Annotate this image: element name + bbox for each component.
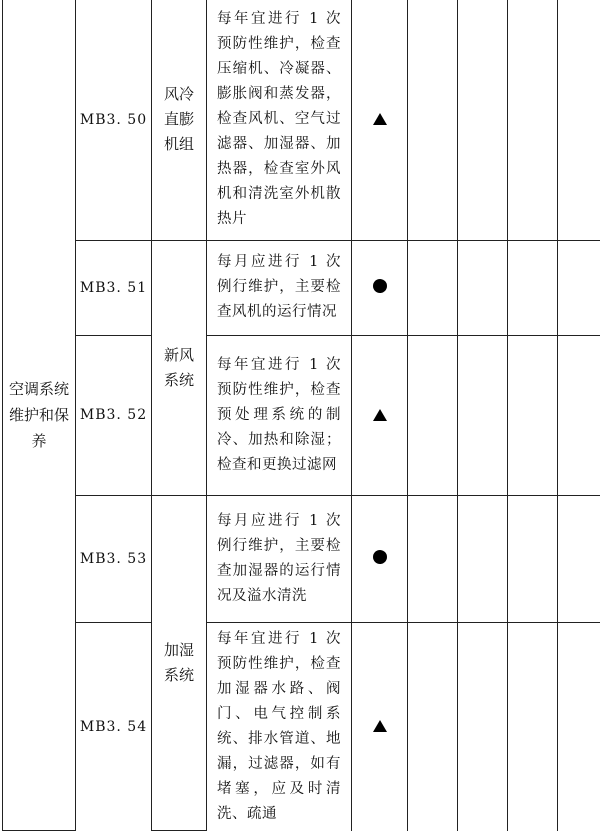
empty-cell [558,240,600,335]
empty-cell [508,0,558,240]
requirement-text: 每月应进行 1 次例行维护，主要检查风机的运行情况 [207,240,352,335]
subsystem-name: 新风系统 [152,240,207,495]
item-code: MB3. 50 [76,0,152,240]
table-row [3,495,600,622]
triangle-icon [373,113,387,125]
empty-cell [558,495,600,622]
requirement-text: 每年宜进行 1 次预防性维护，检查压缩机、冷凝器、膨胀阀和蒸发器，检查风机、空气过滤器、加湿器、加热器，检查室外风机和清洗室外机散热片 [207,0,352,240]
requirement-text: 每年宜进行 1 次预防性维护，检查加湿器水路、阀门、电气控制系统、排水管道、地漏，过滤器，如有堵塞，应及时清洗、疏通 [207,622,352,831]
frequency-mark-cell [352,335,408,495]
empty-cell [408,240,458,335]
empty-cell [458,622,508,831]
circle-icon [373,550,387,564]
empty-cell [508,335,558,495]
frequency-mark-cell [352,0,408,240]
circle-icon [373,279,387,293]
table-row [3,0,600,240]
empty-cell [408,495,458,622]
triangle-icon [373,720,387,732]
empty-cell [408,622,458,831]
empty-cell [458,335,508,495]
table-row [3,622,600,831]
empty-cell [408,335,458,495]
empty-cell [558,0,600,240]
subsystem-name: 风冷直膨机组 [152,0,207,240]
requirement-text: 每年宜进行 1 次预防性维护，检查预处理系统的制冷、加热和除湿；检查和更换过滤网 [207,335,352,495]
empty-cell [408,0,458,240]
item-code: MB3. 54 [76,622,152,831]
requirement-text: 每月应进行 1 次例行维护，主要检查加湿器的运行情况及溢水清洗 [207,495,352,622]
subsystem-name: 加湿系统 [152,495,207,831]
maintenance-table [2,0,600,831]
empty-cell [458,240,508,335]
empty-cell [508,495,558,622]
table-row [3,335,600,495]
frequency-mark-cell [352,622,408,831]
frequency-mark-cell [352,240,408,335]
item-code: MB3. 53 [76,495,152,622]
table-row [3,240,600,335]
frequency-mark-cell [352,495,408,622]
item-code: MB3. 51 [76,240,152,335]
triangle-icon [373,409,387,421]
system-category-label: 空调系统维护和保养 [9,380,69,450]
empty-cell [558,335,600,495]
empty-cell [458,0,508,240]
empty-cell [508,240,558,335]
item-code: MB3. 52 [76,335,152,495]
empty-cell [558,622,600,831]
system-category-cell [3,0,76,831]
empty-cell [458,495,508,622]
empty-cell [508,622,558,831]
